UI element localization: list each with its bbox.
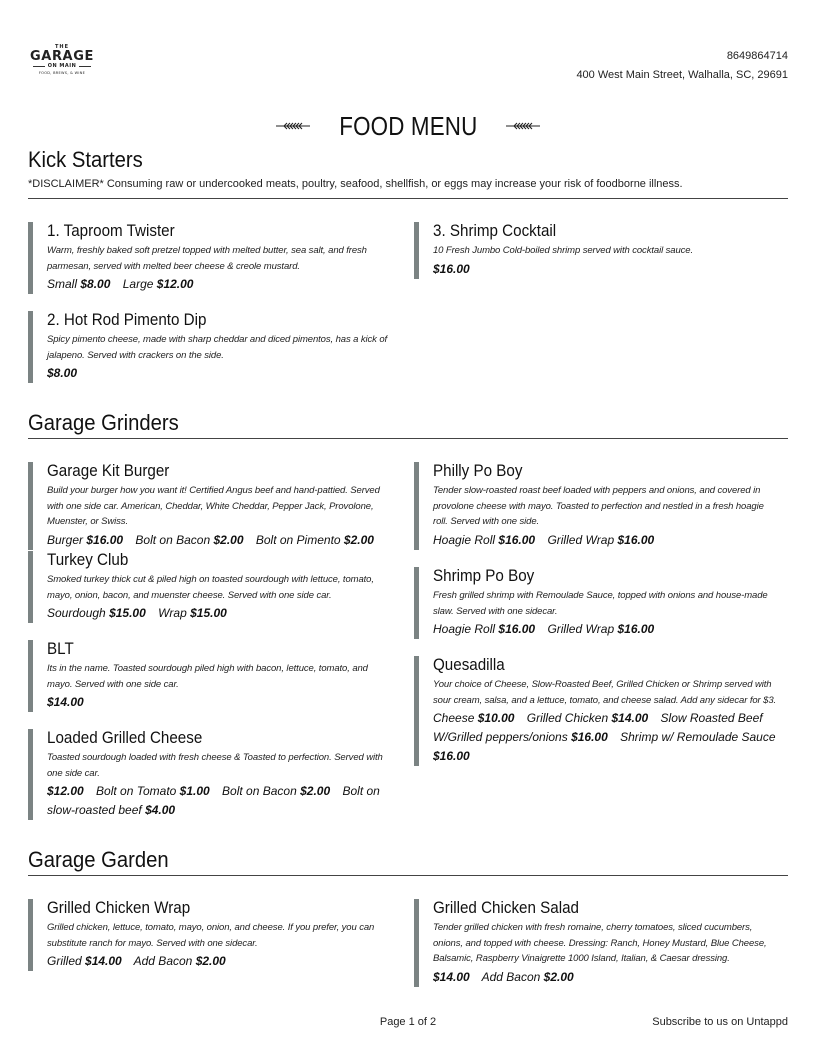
logo-garage: GARAGE	[30, 49, 94, 64]
price-amount: $16.00	[617, 622, 655, 636]
price-label: Hoagie Roll	[433, 532, 496, 547]
price-amount: $16.00	[433, 261, 470, 276]
price-amount: $1.00	[179, 784, 210, 798]
price-label: Slow Roasted Beef W/Grilled peppers/onions	[433, 711, 763, 744]
price-amount: $8.00	[80, 277, 111, 291]
item-description: Warm, freshly baked soft pretzel topped with melted butter, sea salt, and fresh parmesan, served with melted beer cheese & creole mustard.	[47, 245, 367, 272]
garage-logo	[27, 44, 97, 76]
section-title-garage-grinders: Garage Grinders	[28, 410, 179, 435]
price-label: Bolt on slow-roasted beef	[47, 784, 380, 817]
price-label: Small	[47, 277, 78, 291]
item-prices	[47, 604, 392, 623]
item-prices	[47, 952, 392, 971]
item-name: Philly Po Boy	[433, 462, 523, 480]
price-amount: $12.00	[156, 277, 194, 291]
item-prices	[47, 693, 392, 712]
price-amount: $4.00	[145, 803, 176, 817]
item-name: Garage Kit Burger	[47, 462, 170, 480]
item-prices	[47, 531, 392, 550]
item-name: 2. Hot Rod Pimento Dip	[47, 311, 207, 329]
item-description: Spicy pimento cheese, made with sharp cheddar and diced pimentos, has a kick of jalapeno. Served with crackers on the side.	[47, 334, 388, 361]
price-amount: $10.00	[477, 711, 515, 725]
price-amount: $16.00	[571, 730, 608, 744]
item-description: Your choice of Cheese, Slow-Roasted Beef, Grilled Chicken or Shrimp served with sour cream, salsa, and a lettuce, tomato, and cheese salad. Add any sidecar for $3.	[433, 679, 777, 706]
menu-item	[28, 640, 392, 712]
price-label: Hoagie Roll	[433, 622, 496, 636]
price-amount: $2.00	[343, 532, 374, 547]
item-description: Its in the name. Toasted sourdough piled high with bacon, lettuce, tomato, and mayo. Served with one side car.	[47, 663, 368, 690]
price-label: Large	[122, 277, 154, 291]
item-description: Build your burger how you want it! Certified Angus beef and hand-pattied. Served with one side car. American, Cheddar, White Cheddar, Pepper Jack, Provolone, Muenster, or Swiss.	[47, 485, 380, 527]
item-description: Toasted sourdough loaded with fresh cheese & Toasted to perfection. Served with one side car.	[47, 752, 383, 779]
price-amount: $14.00	[47, 695, 84, 709]
price-amount: $16.00	[433, 749, 470, 763]
contact-info	[576, 47, 788, 85]
menu-item	[28, 729, 392, 820]
price-label: Grilled	[47, 954, 82, 968]
section-title-garage-garden: Garage Garden	[28, 847, 169, 872]
item-description: Smoked turkey thick cut & piled high on toasted sourdough with lettuce, tomato, mayo, onion, bacon, and muenster cheese. Served with one side car.	[47, 574, 374, 601]
price-amount: $12.00	[47, 784, 84, 798]
item-description: 10 Fresh Jumbo Cold-boiled shrimp served with cocktail sauce.	[433, 245, 694, 256]
menu-item	[28, 222, 392, 294]
price-label: Add Bacon	[481, 969, 541, 984]
price-label: Bolt on Bacon	[222, 784, 297, 798]
logo-the: THE	[54, 44, 69, 50]
subscribe-untappd-link[interactable]: Subscribe to us on Untappd	[652, 1016, 788, 1028]
menu-item	[28, 551, 392, 623]
price-amount: $16.00	[498, 532, 536, 547]
item-prices	[47, 782, 392, 820]
item-name: Loaded Grilled Cheese	[47, 729, 203, 747]
menu-item	[414, 899, 778, 987]
item-prices	[47, 364, 392, 383]
logo-on-main	[27, 63, 97, 70]
price-amount: $2.00	[300, 784, 331, 798]
item-name: BLT	[47, 640, 74, 658]
section-divider	[28, 198, 788, 199]
section-divider	[28, 438, 788, 439]
item-prices	[433, 968, 778, 987]
item-prices	[433, 260, 778, 279]
item-name: Quesadilla	[433, 656, 505, 674]
section-title-kick-starters: Kick Starters	[28, 147, 143, 172]
item-name: Grilled Chicken Wrap	[47, 899, 191, 917]
price-label: Shrimp w/ Remoulade Sauce	[620, 730, 776, 744]
price-amount: $2.00	[213, 532, 244, 547]
menu-item	[28, 311, 392, 383]
wheat-left-icon	[276, 121, 310, 131]
price-amount: $16.00	[86, 532, 124, 547]
price-amount: $15.00	[190, 606, 227, 620]
price-label: Sourdough	[47, 606, 106, 620]
menu-item	[414, 222, 778, 279]
price-label: Grilled Wrap	[547, 532, 615, 547]
price-label: Add Bacon	[133, 954, 193, 968]
price-label: Bolt on Pimento	[255, 532, 341, 547]
price-label: Burger	[47, 532, 84, 547]
phone-number[interactable]: 8649864714	[726, 50, 788, 62]
price-label: Grilled Wrap	[547, 622, 615, 636]
price-amount: $14.00	[611, 711, 649, 725]
disclaimer-text: *DISCLAIMER* Consuming raw or undercooked meats, poultry, seafood, shellfish, or eggs may increase your risk of foodborne illness.	[28, 178, 683, 190]
page-number: Page 1 of 2	[379, 1016, 437, 1028]
price-amount: $14.00	[85, 954, 122, 968]
price-amount: $2.00	[195, 954, 226, 968]
item-description: Tender grilled chicken with fresh romaine, cherry tomatoes, sliced cucumbers, onions, and topped with cheese. Dressing: Ranch, Honey Mustard, Blue Cheese, Balsamic, Raspberry Vinaigrette 1000 Island, Italian, & Caesar dressing.	[433, 922, 767, 964]
item-name: Grilled Chicken Salad	[433, 899, 579, 917]
menu-item	[414, 567, 778, 639]
item-description: Fresh grilled shrimp with Remoulade Sauce, topped with onions and house-made slaw. Served with one sidecar.	[433, 590, 768, 617]
item-description: Tender slow-roasted roast beef loaded with peppers and onions, and covered in provolone cheese with mayo. Toasted to perfection and nestled in a fresh hoagie roll. Served with one side.	[433, 485, 764, 527]
item-prices	[433, 709, 778, 766]
menu-title	[0, 110, 816, 142]
price-label: Bolt on Bacon	[135, 532, 211, 547]
page-title: FOOD MENU	[338, 111, 478, 141]
item-name: 3. Shrimp Cocktail	[433, 222, 557, 240]
wheat-right-icon	[506, 121, 540, 131]
item-name: Shrimp Po Boy	[433, 567, 535, 585]
menu-item	[414, 462, 778, 550]
menu-item	[414, 656, 778, 766]
item-prices	[47, 275, 392, 294]
price-amount: $8.00	[47, 366, 78, 380]
price-amount: $16.00	[617, 532, 655, 547]
price-amount: $16.00	[498, 622, 536, 636]
price-label: Grilled Chicken	[526, 711, 609, 725]
menu-item	[28, 899, 392, 971]
price-label: Wrap	[158, 606, 187, 620]
price-amount: $2.00	[543, 969, 574, 984]
price-label: Bolt on Tomato	[96, 784, 177, 798]
price-amount: $14.00	[433, 969, 470, 984]
item-description: Grilled chicken, lettuce, tomato, mayo, onion, and cheese. If you prefer, you can substitute ranch for mayo. Served with one sidecar.	[47, 922, 375, 949]
section-divider	[28, 875, 788, 876]
item-name: 1. Taproom Twister	[47, 222, 175, 240]
price-amount: $15.00	[109, 606, 146, 620]
logo-tagline: FOOD, BREWS, & WINE	[38, 71, 86, 75]
item-prices	[433, 620, 778, 639]
logo-on-main-text: ON MAIN	[47, 63, 77, 69]
price-label: Cheese	[433, 711, 475, 725]
address: 400 West Main Street, Walhalla, SC, 29691	[576, 69, 788, 81]
item-prices	[433, 531, 778, 550]
menu-item	[28, 462, 392, 550]
item-name: Turkey Club	[47, 551, 129, 569]
